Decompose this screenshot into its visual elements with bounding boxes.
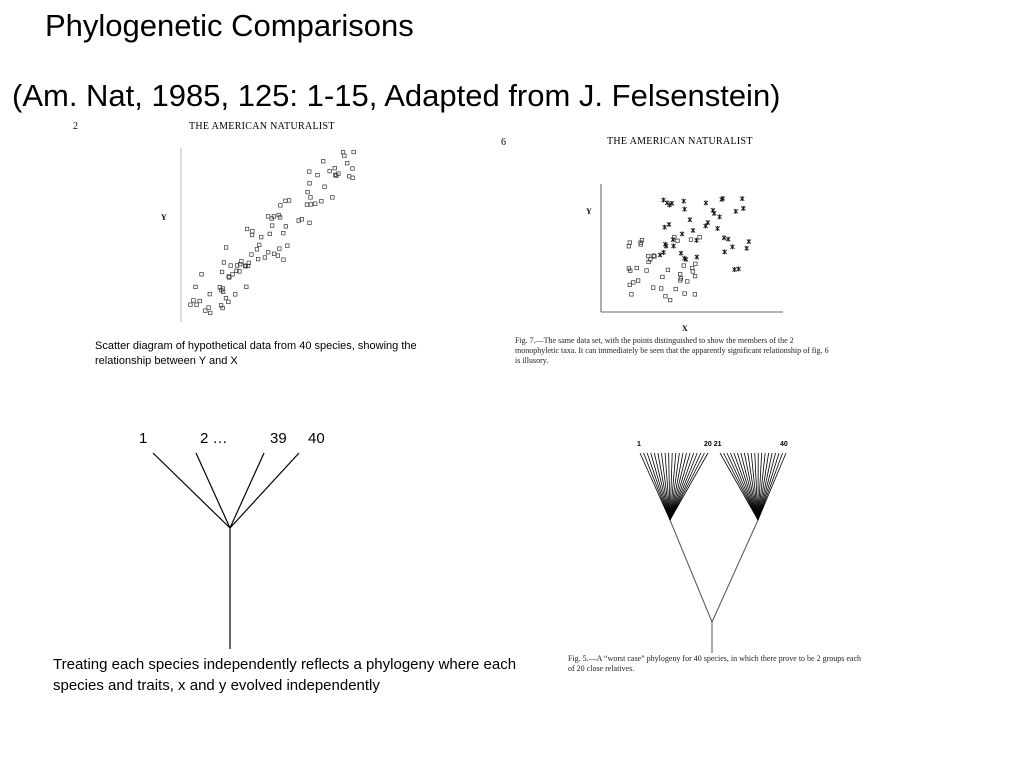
- star-marker: [726, 237, 730, 242]
- star-branch-40: [230, 453, 299, 528]
- square-marker: [195, 303, 199, 307]
- square-marker: [278, 247, 282, 251]
- star-marker: [662, 198, 666, 203]
- square-marker: [661, 275, 665, 279]
- star-marker: [695, 238, 699, 243]
- square-marker: [352, 150, 356, 154]
- square-marker: [287, 199, 291, 203]
- worst-case-phylogeny: [630, 445, 800, 655]
- left-page-number: 2: [73, 121, 78, 132]
- clade-branch: [670, 453, 697, 520]
- square-marker: [341, 150, 345, 154]
- square-marker: [629, 269, 633, 273]
- star-marker: [667, 222, 671, 227]
- square-marker: [640, 238, 644, 242]
- right-journal-header: THE AMERICAN NATURALIST: [607, 136, 753, 147]
- square-marker: [224, 246, 228, 250]
- square-marker: [628, 283, 632, 287]
- square-marker: [222, 261, 226, 265]
- clade-branch: [758, 453, 786, 520]
- star-marker: [679, 251, 683, 256]
- slide-title: Phylogenetic Comparisons: [45, 8, 414, 43]
- square-marker: [316, 173, 320, 177]
- square-marker: [664, 294, 668, 298]
- star-marker: [732, 267, 736, 272]
- star-marker: [745, 246, 749, 251]
- square-marker: [250, 253, 254, 257]
- square-marker: [351, 176, 355, 180]
- square-marker: [632, 281, 636, 285]
- square-marker: [229, 264, 233, 268]
- slide-subtitle: (Am. Nat, 1985, 125: 1-15, Adapted from J. Felsenstein): [12, 78, 781, 113]
- right-y-axis-label: Y: [586, 207, 592, 216]
- square-marker: [263, 256, 267, 259]
- square-marker: [320, 199, 324, 203]
- square-marker: [627, 244, 631, 248]
- square-marker: [282, 258, 286, 262]
- square-marker: [628, 241, 632, 245]
- worst-tree-caption: Fig. 5.—A “worst case” phylogeny for 40 species, in which there prove to be 2 groups each of 20 close relatives.: [568, 654, 862, 673]
- square-marker: [227, 300, 231, 304]
- square-marker: [200, 273, 204, 277]
- square-marker: [683, 292, 687, 296]
- square-marker: [277, 213, 281, 217]
- worst-branch-right: [712, 520, 758, 622]
- star-marker: [663, 225, 667, 230]
- star-marker: [734, 209, 738, 214]
- square-marker: [694, 262, 698, 266]
- square-marker: [266, 215, 270, 219]
- square-marker: [323, 185, 327, 189]
- square-marker: [250, 233, 254, 237]
- star-marker: [671, 237, 675, 242]
- square-marker: [234, 293, 238, 297]
- right-figure-caption: Fig. 7.—The same data set, with the points distinguished to show the members of the 2 monophyletic taxa. It can immediately be seen that the apparently significant relationship of fig. 6 is illusory.: [515, 336, 829, 365]
- square-marker: [278, 216, 282, 220]
- square-marker: [284, 225, 288, 229]
- square-marker: [645, 269, 649, 273]
- star-marker: [711, 208, 715, 213]
- right-x-axis-label: X: [682, 324, 688, 333]
- square-marker: [307, 170, 311, 174]
- clade-branch: [730, 453, 758, 520]
- worst-clade-left: [640, 453, 708, 520]
- square-marker: [189, 303, 193, 307]
- square-marker: [282, 231, 286, 235]
- star-marker: [695, 254, 699, 259]
- square-marker: [256, 257, 260, 261]
- square-marker: [691, 270, 695, 274]
- square-marker: [690, 266, 694, 270]
- square-marker: [272, 252, 276, 256]
- right-scatter-plot: [595, 180, 785, 320]
- star-marker: [672, 243, 676, 248]
- square-marker: [224, 296, 228, 300]
- worst-tip-label-40: 40: [780, 441, 788, 448]
- square-marker: [331, 196, 335, 200]
- square-marker: [685, 280, 689, 284]
- clade-branch: [651, 453, 670, 520]
- star-tip-label-2: 2 …: [200, 430, 228, 447]
- square-marker: [308, 182, 312, 186]
- square-marker: [259, 235, 263, 239]
- star-tip-label-40: 40: [308, 430, 325, 447]
- clade-branch: [658, 453, 670, 520]
- star-branch-39: [230, 453, 264, 528]
- square-marker: [328, 169, 332, 173]
- square-marker: [693, 293, 697, 297]
- star-marker: [722, 235, 726, 240]
- square-marker: [678, 272, 682, 276]
- square-marker: [689, 238, 693, 242]
- star-marker: [704, 200, 708, 205]
- square-marker: [251, 230, 255, 234]
- worst-branch-left: [670, 520, 712, 622]
- star-tip-label-39: 39: [270, 430, 287, 447]
- star-branch-1: [153, 453, 230, 528]
- star-marker: [683, 207, 687, 212]
- star-marker: [741, 206, 745, 211]
- right-page-number: 6: [501, 137, 506, 148]
- star-marker: [658, 252, 662, 257]
- square-marker: [286, 244, 290, 248]
- clade-branch: [670, 453, 708, 520]
- square-marker: [313, 202, 317, 206]
- square-marker: [192, 299, 196, 303]
- square-marker: [255, 248, 259, 252]
- worst-tip-label-1: 1: [637, 441, 641, 448]
- star-marker: [716, 226, 720, 231]
- square-marker: [345, 161, 349, 165]
- square-marker: [674, 287, 678, 291]
- worst-clade-right: [720, 453, 786, 520]
- square-marker: [693, 274, 697, 278]
- star-marker: [662, 250, 666, 255]
- star-marker: [718, 214, 722, 219]
- square-marker: [279, 204, 283, 208]
- square-marker: [270, 224, 274, 228]
- square-marker: [220, 270, 224, 274]
- square-marker: [306, 190, 310, 194]
- square-marker: [343, 154, 347, 158]
- square-marker: [309, 203, 313, 207]
- square-marker: [635, 266, 639, 270]
- star-tree-caption: Treating each species independently reflects a phylogeny where each species and traits, x and y evolved independently: [53, 656, 517, 694]
- square-marker: [308, 221, 312, 225]
- square-marker: [351, 167, 355, 171]
- worst-tip-label-20-21: 20 21: [704, 441, 722, 448]
- square-marker: [347, 174, 351, 178]
- star-marker: [706, 220, 710, 225]
- star-branch-2: [196, 453, 230, 528]
- star-marker: [680, 231, 684, 236]
- star-marker: [740, 196, 744, 201]
- square-marker: [208, 311, 212, 315]
- left-journal-header: THE AMERICAN NATURALIST: [189, 121, 335, 132]
- square-marker: [682, 264, 686, 268]
- clade-branch: [647, 453, 670, 520]
- star-marker: [688, 217, 692, 222]
- square-marker: [659, 287, 663, 291]
- square-marker: [194, 285, 198, 289]
- square-marker: [666, 268, 670, 272]
- square-marker: [245, 285, 249, 289]
- square-marker: [257, 243, 261, 247]
- square-marker: [245, 227, 249, 231]
- star-marker: [691, 228, 695, 233]
- square-marker: [208, 292, 212, 296]
- star-marker: [682, 199, 686, 204]
- square-marker: [636, 279, 640, 283]
- left-scatter-plot: [170, 140, 370, 330]
- square-marker: [284, 199, 288, 203]
- square-marker: [333, 166, 337, 170]
- square-marker: [676, 239, 680, 243]
- square-marker: [305, 203, 309, 207]
- square-marker: [668, 298, 672, 302]
- star-marker: [704, 223, 708, 228]
- square-marker: [268, 232, 272, 236]
- square-marker: [627, 267, 631, 271]
- square-marker: [276, 254, 280, 258]
- square-marker: [266, 250, 270, 254]
- star-marker: [723, 249, 727, 254]
- square-marker: [651, 286, 655, 290]
- left-scatter-caption: Scatter diagram of hypothetical data from 40 species, showing the relationship between Y and X: [95, 340, 417, 367]
- star-tip-label-1: 1: [139, 430, 148, 447]
- clade-branch: [727, 453, 758, 520]
- star-marker: [747, 239, 751, 244]
- square-marker: [630, 293, 634, 297]
- square-marker: [321, 159, 325, 163]
- clade-branch: [670, 453, 694, 520]
- star-marker: [737, 266, 741, 271]
- star-phylogeny: [140, 445, 310, 655]
- square-marker: [309, 196, 313, 200]
- star-marker: [730, 244, 734, 249]
- left-y-axis-label: Y: [161, 213, 167, 222]
- square-marker: [198, 299, 202, 303]
